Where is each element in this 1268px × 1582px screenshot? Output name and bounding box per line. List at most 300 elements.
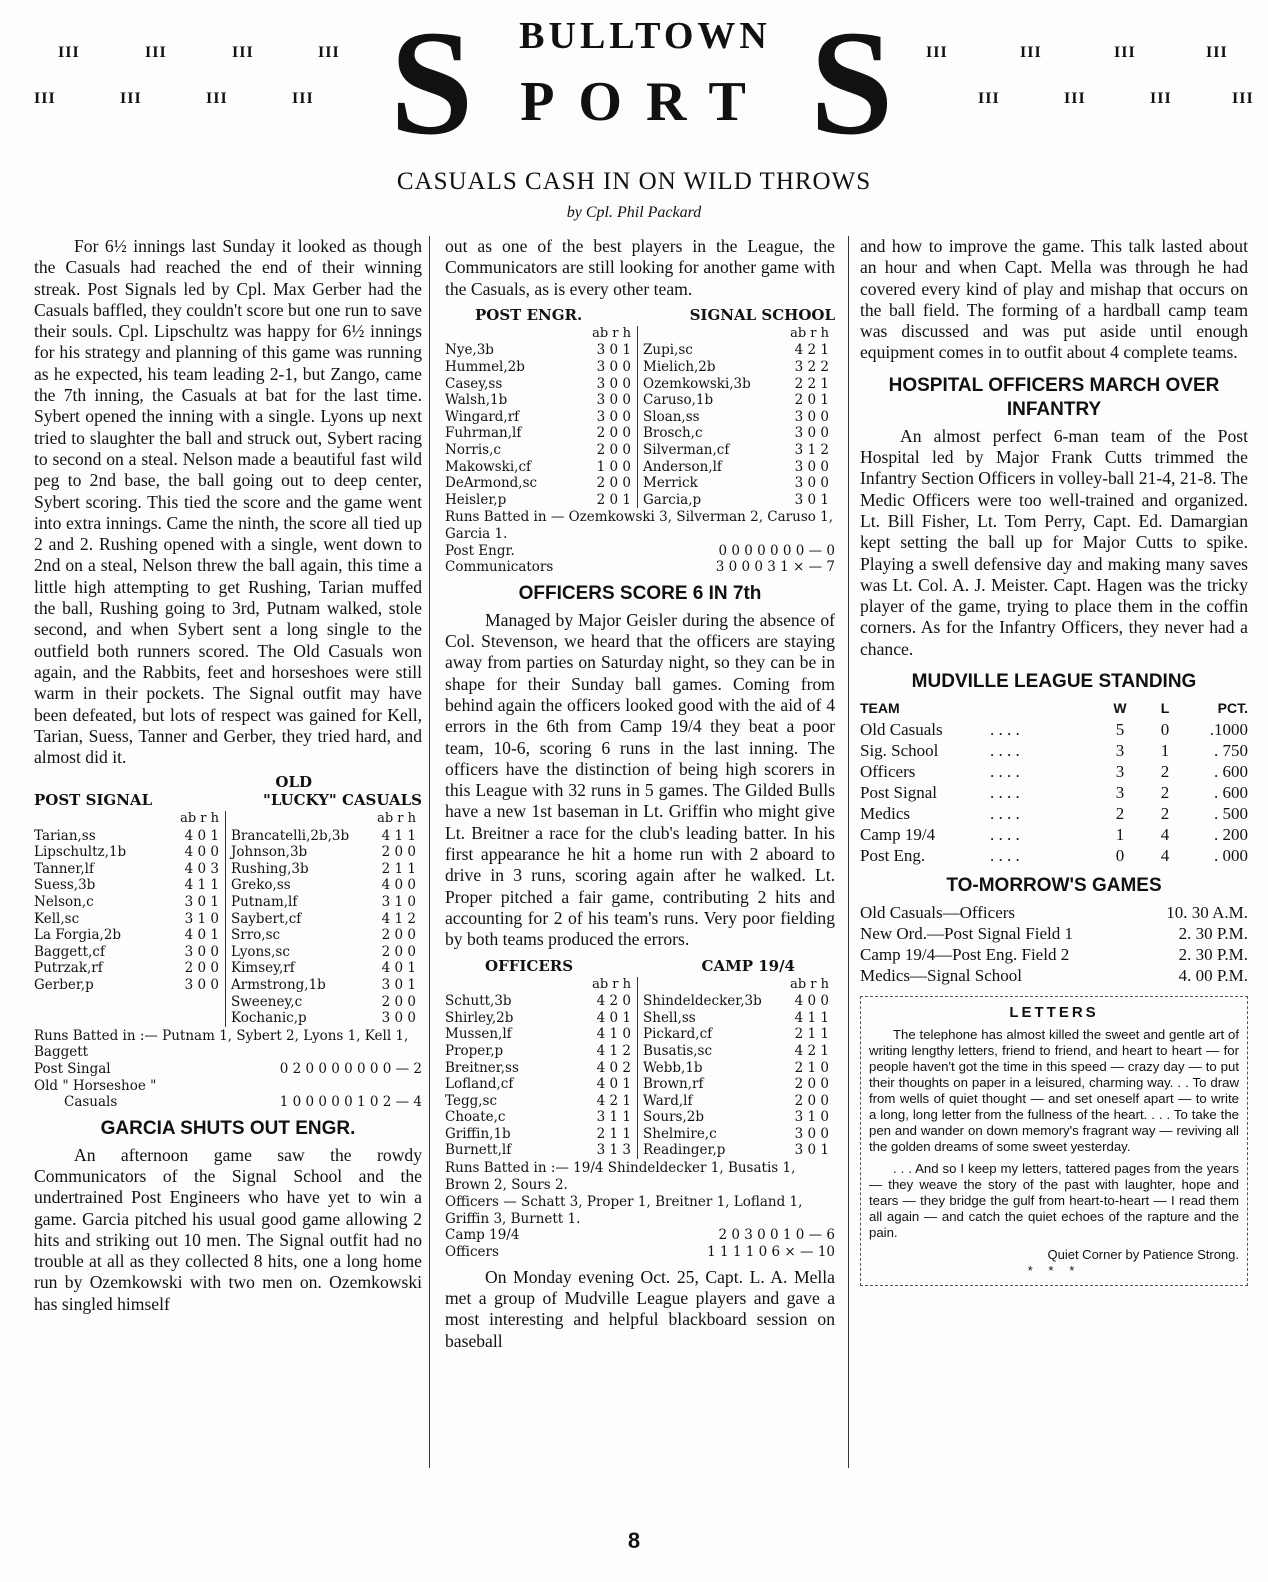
letters-stars: * * * [1027, 1263, 1081, 1279]
box-col-header: ab r h [180, 811, 219, 827]
player-name: Nelson,c [34, 893, 94, 910]
games-schedule [860, 902, 1248, 986]
column-1 [34, 236, 422, 1315]
player-name: Putnam,lf [231, 893, 298, 910]
player-stats: 4 1 1 [381, 827, 416, 844]
line-score-team: Camp 19/4 [445, 1227, 520, 1244]
box-player-row [643, 409, 835, 426]
masthead [0, 0, 1268, 166]
box-player-row [231, 944, 422, 961]
standing-dots: . . . . [990, 846, 1020, 866]
box-player-row [643, 376, 835, 393]
player-stats: 4 1 2 [596, 1042, 631, 1059]
box-player-row [445, 1126, 637, 1143]
standing-losses: 2 [1160, 804, 1170, 824]
standing-wins: 3 [1115, 783, 1125, 803]
player-stats: 2 0 0 [596, 442, 631, 459]
box-player-row [34, 960, 225, 977]
box-player-row [643, 1093, 835, 1110]
column-2 [445, 236, 835, 1352]
player-stats: 3 1 0 [381, 893, 416, 910]
player-stats: 3 0 1 [596, 342, 631, 359]
box-player-row [34, 828, 225, 845]
box-player-row [445, 409, 637, 426]
player-stats: 3 0 0 [596, 375, 631, 392]
tally-mark: III [145, 44, 167, 61]
standing-wins: 0 [1115, 846, 1125, 866]
player-stats: 4 0 0 [794, 993, 829, 1010]
box-col-header: ab r h [592, 325, 631, 341]
box-player-row [445, 1060, 637, 1077]
standing-pct: . 600 [1214, 762, 1248, 782]
player-name: Webb,1b [643, 1059, 703, 1076]
player-stats: 3 1 1 [596, 1109, 631, 1126]
column-rule [848, 236, 849, 1468]
game-time: 4. 00 P.M. [1178, 966, 1248, 986]
box-player-row [34, 894, 225, 911]
box-player-row [643, 993, 835, 1010]
player-stats: 2 0 0 [596, 425, 631, 442]
letters-box [860, 996, 1248, 1286]
player-stats: 3 0 0 [794, 1125, 829, 1142]
player-stats: 3 1 2 [794, 442, 829, 459]
article-garcia-body: An afternoon game saw the rowdy Communicators of the Signal School and the undertrained Post Engineers who have yet to win a game. Garcia pitched his usual good game allowing 2 hits and striking out 10 men. The Signal outfit had no trouble at all as they collected 8 hits, one a long home run by Ozemkowski with two men on. Ozemkowski has singled himself [34, 1144, 422, 1314]
player-stats: 2 1 1 [596, 1125, 631, 1142]
player-name: Readinger,p [643, 1142, 726, 1159]
player-stats: 2 0 0 [381, 927, 416, 944]
player-name: Schutt,3b [445, 993, 512, 1010]
line-score: 2 0 3 0 0 1 0 — 6 [718, 1227, 835, 1244]
box-player-row [445, 475, 637, 492]
box-player-row [643, 1109, 835, 1126]
player-name: Brosch,c [643, 425, 703, 442]
standing-pct: . 000 [1214, 846, 1248, 866]
player-name: Caruso,1b [643, 392, 714, 409]
standing-pct: . 750 [1214, 741, 1248, 761]
line-score: 0 2 0 0 0 0 0 0 0 — 2 [279, 1060, 422, 1077]
box-player-row [643, 392, 835, 409]
box-lineup-right [638, 326, 835, 509]
masthead-title-top: BULLTOWN [519, 15, 771, 57]
tally-mark: III [1232, 90, 1254, 107]
standing-team: Officers [860, 762, 916, 782]
player-name: Sweeney,c [231, 993, 303, 1010]
standing-pct: . 600 [1214, 783, 1248, 803]
box-player-row [445, 1076, 637, 1093]
player-name: Proper,p [445, 1042, 504, 1059]
game-matchup: Medics—Signal School [860, 966, 1022, 986]
line-score-team: Old " Horseshoe " [34, 1077, 157, 1094]
box-player-row [445, 376, 637, 393]
tally-mark: III [34, 90, 56, 107]
box-player-row [231, 877, 422, 894]
box-player-row [643, 1010, 835, 1027]
box-player-row [445, 425, 637, 442]
player-stats: 4 0 0 [184, 844, 219, 861]
player-stats: 4 2 1 [794, 1042, 829, 1059]
standing-table [860, 698, 1248, 866]
player-name: Sours,2b [643, 1109, 704, 1126]
player-stats: 4 1 1 [184, 877, 219, 894]
box-player-row [643, 425, 835, 442]
player-name: Nye,3b [445, 342, 494, 359]
box-team-label: OLD [275, 773, 312, 792]
box-col-header: ab r h [790, 325, 829, 341]
player-stats: 2 0 0 [184, 960, 219, 977]
article-garcia-continued: out as one of the best players in the League, the Communicators are still looking for another game with the Casuals, as is every other team. [445, 236, 835, 299]
standing-wins: 3 [1115, 762, 1125, 782]
tally-mark: III [206, 90, 228, 107]
box-player-row [231, 911, 422, 928]
player-name: Armstrong,1b [231, 976, 326, 993]
box-player-row [643, 359, 835, 376]
standing-header: PCT. [1217, 700, 1248, 717]
standing-dots: . . . . [990, 825, 1020, 845]
player-stats: 4 1 1 [794, 1009, 829, 1026]
player-name: Baggett,cf [34, 943, 105, 960]
standing-wins: 5 [1115, 720, 1125, 740]
player-stats: 4 0 3 [184, 860, 219, 877]
player-stats: 1 0 0 [596, 458, 631, 475]
player-name: Anderson,lf [643, 458, 722, 475]
player-stats: 2 0 0 [596, 475, 631, 492]
line-score-team: Casuals [64, 1094, 118, 1111]
player-stats: 2 0 0 [381, 844, 416, 861]
standing-team: Medics [860, 804, 911, 824]
tally-mark: III [978, 90, 1000, 107]
box-team-right: CAMP 19/4 [701, 956, 795, 975]
box-player-row [231, 828, 422, 845]
standing-header-row [860, 698, 1248, 719]
standing-team: Old Casuals [860, 720, 943, 740]
box-col-header: ab r h [592, 976, 631, 992]
player-stats: 4 1 2 [381, 910, 416, 927]
standing-pct: . 500 [1214, 804, 1248, 824]
player-name: Johnson,3b [231, 844, 308, 861]
masthead-title-middle: PORT [520, 71, 770, 133]
player-stats: 4 0 1 [596, 1076, 631, 1093]
tally-mark: III [1020, 44, 1042, 61]
player-name: Choate,c [445, 1109, 506, 1126]
standing-pct: .1000 [1209, 720, 1248, 740]
article-hospital-body: An almost perfect 6-man team of the Post Hospital led by Major Frank Cutts trimmed the Infantry Section Officers in volley-ball 21-4, 21-8. The Medic Officers were too well-trained and organized. Lt. Bill Fisher, Lt. Tom Perry, Capt. Ed. Damargian kept setting the ball up for Major Cutts to spike. Playing a swell defensive day and making many saves was Lt. Col. A. J. Meister. Capt. Hagen was the tricky player of the game, trying to place them in the coffin corners. As for the Infantry Officers, they never had a chance. [860, 425, 1248, 659]
headline-standing: MUDVILLE LEAGUE STANDING [911, 671, 1197, 693]
box-player-row [643, 1076, 835, 1093]
game-matchup: New Ord.—Post Signal Field 1 [860, 924, 1073, 944]
box-team-right: "LUCKY" CASUALS [263, 791, 422, 810]
player-stats: 3 0 1 [794, 491, 829, 508]
player-name: Kochanic,p [231, 1010, 307, 1027]
player-name: Mielich,2b [643, 359, 716, 376]
tally-mark: III [232, 44, 254, 61]
box-score-post-signal-casuals [34, 774, 422, 1110]
box-player-row [643, 1043, 835, 1060]
player-name: Brancatelli,2b,3b [231, 827, 350, 844]
player-name: Sloan,ss [643, 408, 700, 425]
player-name: Shindeldecker,3b [643, 993, 762, 1010]
game-row [860, 902, 1248, 923]
byline: by Cpl. Phil Packard [566, 204, 702, 221]
player-name: Tarian,ss [34, 827, 96, 844]
player-stats: 2 0 0 [381, 943, 416, 960]
letters-paragraph: . . . And so I keep my letters, tattered pages from the years — they weave the story of the past with laughter, hope and tears — they bridge the gulf from heart-to-heart — I read them all again — and catch the quiet echoes of the rapture and the pain. [869, 1161, 1239, 1241]
player-name: Busatis,sc [643, 1042, 713, 1059]
standing-header: TEAM [860, 700, 900, 717]
article-mella-body: On Monday evening Oct. 25, Capt. L. A. Mella met a group of Mudville League players and gave a most interesting and helpful blackboard session on baseball [445, 1266, 835, 1351]
standing-team: Camp 19/4 [860, 825, 936, 845]
masthead-big-s-left: S [390, 0, 474, 166]
player-name: Zupi,sc [643, 342, 693, 359]
player-stats: 2 2 1 [794, 375, 829, 392]
box-player-row [445, 1043, 637, 1060]
player-name: Brown,rf [643, 1076, 704, 1093]
player-stats: 3 0 1 [794, 1142, 829, 1159]
column-rule [429, 236, 430, 1468]
standing-wins: 2 [1115, 804, 1125, 824]
player-stats: 3 1 0 [184, 910, 219, 927]
line-score: 3 0 0 0 3 1 × — 7 [715, 559, 835, 576]
player-name: Tanner,lf [34, 860, 94, 877]
box-lineup-right [638, 977, 835, 1160]
player-name: Shirley,2b [445, 1009, 514, 1026]
player-stats: 3 0 0 [596, 359, 631, 376]
box-player-row [445, 459, 637, 476]
player-stats: 3 0 0 [794, 458, 829, 475]
player-stats: 3 0 1 [184, 893, 219, 910]
box-player-row [643, 475, 835, 492]
box-player-row [643, 342, 835, 359]
article-officers-body: Managed by Major Geisler during the absence of Col. Stevenson, we heard that the officers are staying away from parties on Saturday night, so they can be in shape for their Sunday ball games. Coming from behind again the officers looked good with the aid of 4 errors in the 6th from Camp 19/4 they beat a poor team, 10-6, scoring 6 runs in the last inning. The officers have the distinction of being high scorers in this League with 32 runs in 5 games. The Gilded Bulls have a new 1st baseman in Lt. Griffin who might give Lt. Breitner a race for the club's leading batter. In his first appearance he hit a home run with 2 aboard to drive in 3 runs, scoring again after he walked. Lt. Proper pitched a fair game, contributing 2 hits and accounting for 2 of his team's runs. Very poor fielding by both teams produced the errors. [445, 609, 835, 950]
player-stats: 3 2 2 [794, 359, 829, 376]
box-player-row [445, 1010, 637, 1027]
player-stats: 2 0 0 [381, 993, 416, 1010]
box-player-row [231, 960, 422, 977]
player-stats: 3 0 0 [381, 1010, 416, 1027]
article-mella-continued: and how to improve the game. This talk lasted about an hour and when Capt. Mella was through he had covered every kind of play and mishap that occurs on the ball field. The forming of a hardball camp team was discussed and was put aside until enough equipment comes in to outfit about 4 complete teams. [860, 236, 1248, 363]
player-name: Lofland,cf [445, 1076, 514, 1093]
player-name: Burnett,lf [445, 1142, 512, 1159]
box-player-row [231, 977, 422, 994]
player-name: Suess,3b [34, 877, 96, 894]
headline-hospital: HOSPITAL OFFICERS MARCH OVER INFANTRY [888, 374, 1220, 420]
player-stats: 3 0 0 [596, 408, 631, 425]
standing-dots: . . . . [990, 783, 1020, 803]
player-name: Merrick [643, 475, 698, 492]
standing-row [860, 803, 1248, 824]
player-stats: 2 0 0 [794, 1076, 829, 1093]
standing-team: Post Eng. [860, 846, 926, 866]
player-stats: 4 0 1 [184, 927, 219, 944]
box-rbi: Runs Batted in — Ozemkowski 3, Silverman 2, Caruso 1, Garcia 1. [445, 509, 834, 543]
box-lineup-left [34, 811, 226, 1027]
box-player-row [643, 442, 835, 459]
box-player-row [643, 1060, 835, 1077]
player-name: Saybert,cf [231, 910, 302, 927]
box-player-row [445, 342, 637, 359]
standing-row [860, 845, 1248, 866]
player-stats: 3 1 3 [596, 1142, 631, 1159]
player-stats: 2 1 0 [794, 1059, 829, 1076]
box-player-row [231, 844, 422, 861]
player-name: Silverman,cf [643, 442, 730, 459]
standing-dots: . . . . [990, 804, 1020, 824]
box-player-row [34, 977, 225, 994]
player-stats: 3 0 1 [381, 976, 416, 993]
player-name: Pickard,cf [643, 1026, 713, 1043]
player-stats: 3 0 0 [794, 408, 829, 425]
player-name: Gerber,p [34, 976, 94, 993]
box-player-row [445, 1093, 637, 1110]
page-number: 8 [627, 1528, 641, 1553]
player-name: Norris,c [445, 442, 501, 459]
standing-dots: . . . . [990, 720, 1020, 740]
player-name: Lyons,sc [231, 943, 290, 960]
article-casuals-body: For 6½ innings last Sunday it looked as though the Casuals had reached the end of their winning streak. Post Signals led by Cpl. Max Gerber had the Casuals baffled, they couldn't score but one run to save their souls. Cpl. Lipschultz was happy for 6½ innings for his strategy and planning of this game was running as he expected, his team leading 2-1, but Zango, came the 7th inning, the Casuals at bat for the last time. Sybert opened the inning with a single. Lyons up next tried to slaughter the ball and struck out, Sybert racing to second on a steal. Nelson made a beautiful fast wild peg to 2nd base, the ball going out to deep center, Sybert scoring. This tied the score and the game went into extra innings. Came the ninth, the score all tied up 2 and 2. Rushing opened with a single, went down to 2nd on a steal, Nelson threw the ball again, this time a little high attempting to get Rushing, Tarian muffed the ball, Rushing going to 3rd, Putnam walked, stole second, and when Sybert sent a long single to the outfield both runners scored. The Old Casuals won again, and the Rabbits, feet and horseshoes were still warm in their pockets. The Signal outfit may have been defeated, but lots of respect was gained for Kell, Tarian, Suess, Tanner and Gerber, they tried hard, and almost did it. [34, 236, 422, 768]
player-name: Makowski,cf [445, 458, 532, 475]
standing-row [860, 740, 1248, 761]
tally-mark: III [318, 44, 340, 61]
box-player-row [445, 359, 637, 376]
box-team-left: OFFICERS [485, 956, 574, 975]
box-player-row [231, 1010, 422, 1027]
box-player-row [643, 1126, 835, 1143]
headline-games: TO-MORROW'S GAMES [946, 875, 1162, 897]
tally-mark: III [1206, 44, 1228, 61]
box-player-row [445, 392, 637, 409]
letters-paragraph: The telephone has almost killed the sweet and gentle art of writing lengthy letters, friend to friend, and heart to heart — for people haven't got the time in this speed — crazy day — to put their thoughts on paper in a leisured, charming way. . . To draw from wells of quiet thought — and set oneself apart — to write a long, long letter from the fullness of the heart. . . . To take the pen and wander on down memory's fragrant way — reviving all the golden dreams of some sweet yesterday. [869, 1027, 1239, 1155]
box-lineup-left [445, 977, 638, 1160]
player-stats: 4 0 1 [596, 1009, 631, 1026]
masthead-big-s-right: S [810, 0, 894, 166]
player-stats: 3 0 0 [596, 392, 631, 409]
game-matchup: Camp 19/4—Post Eng. Field 2 [860, 945, 1070, 965]
tally-mark: III [292, 90, 314, 107]
player-name: Wingard,rf [445, 408, 520, 425]
player-name: Tegg,sc [445, 1092, 498, 1109]
tally-mark: III [58, 44, 80, 61]
player-stats: 4 0 1 [381, 960, 416, 977]
player-name: Srro,sc [231, 927, 281, 944]
player-name: Casey,ss [445, 375, 503, 392]
box-player-row [34, 911, 225, 928]
letters-title: LETTERS [1009, 1004, 1099, 1022]
player-stats: 2 0 1 [794, 392, 829, 409]
box-col-header: ab r h [377, 811, 416, 827]
standing-team: Post Signal [860, 783, 937, 803]
tally-mark: III [120, 90, 142, 107]
box-player-row [34, 844, 225, 861]
player-name: Kimsey,rf [231, 960, 295, 977]
player-stats: 2 1 1 [794, 1026, 829, 1043]
box-team-left: POST SIGNAL [34, 791, 153, 810]
player-stats: 4 0 2 [596, 1059, 631, 1076]
box-team-right: SIGNAL SCHOOL [689, 305, 835, 324]
box-player-row [445, 1026, 637, 1043]
player-stats: 4 0 0 [381, 877, 416, 894]
standing-header: L [1160, 700, 1170, 717]
standing-header: W [1113, 700, 1127, 717]
player-name: Rushing,3b [231, 860, 309, 877]
player-name: DeArmond,sc [445, 475, 538, 492]
box-rbi: Runs Batted in :— 19/4 Shindeldecker 1, Busatis 1, Brown 2, Sours 2. [445, 1160, 796, 1193]
box-rbi: Officers — Schatt 3, Proper 1, Breitner 1, Lofland 1, Griffin 3, Burnett 1. [445, 1194, 803, 1227]
box-lineup-left [445, 326, 638, 509]
standing-row [860, 719, 1248, 740]
player-name: Ward,lf [643, 1092, 693, 1109]
game-row [860, 923, 1248, 944]
standing-losses: 0 [1160, 720, 1170, 740]
tally-mark: III [926, 44, 948, 61]
game-time: 2. 30 P.M. [1178, 924, 1248, 944]
player-stats: 4 2 0 [596, 993, 631, 1010]
box-player-row [643, 492, 835, 509]
box-player-row [445, 1109, 637, 1126]
box-team-left: POST ENGR. [475, 305, 583, 324]
player-name: Greko,ss [231, 877, 291, 894]
letters-attribution: Quiet Corner by Patience Strong. [1047, 1247, 1239, 1263]
standing-row [860, 761, 1248, 782]
line-score: 1 0 0 0 0 0 1 0 2 — 4 [279, 1094, 422, 1111]
box-player-row [34, 877, 225, 894]
standing-losses: 4 [1160, 846, 1170, 866]
box-lineup-right [226, 811, 422, 1027]
player-stats: 2 1 1 [381, 860, 416, 877]
player-stats: 4 0 1 [184, 827, 219, 844]
player-name: Heisler,p [445, 491, 507, 508]
game-matchup: Old Casuals—Officers [860, 903, 1016, 923]
player-name: Griffin,1b [445, 1125, 511, 1142]
game-time: 2. 30 P.M. [1178, 945, 1248, 965]
player-stats: 4 2 1 [794, 342, 829, 359]
player-name: Shell,ss [643, 1009, 696, 1026]
box-player-row [445, 492, 637, 509]
box-score-officers-camp [445, 957, 835, 1261]
standing-wins: 3 [1115, 741, 1125, 761]
box-col-header: ab r h [790, 976, 829, 992]
player-stats: 4 2 1 [596, 1092, 631, 1109]
player-stats: 3 0 0 [794, 425, 829, 442]
box-player-row [231, 894, 422, 911]
headline-officers: OFFICERS SCORE 6 IN 7th [518, 582, 762, 604]
line-score: 1 1 1 1 0 6 × — 10 [707, 1244, 835, 1261]
standing-dots: . . . . [990, 762, 1020, 782]
player-name: Shelmire,c [643, 1125, 717, 1142]
player-name: Garcia,p [643, 491, 702, 508]
headline-garcia: GARCIA SHUTS OUT ENGR. [100, 1117, 356, 1139]
box-rbi: Runs Batted in :— Putnam 1, Sybert 2, Lyons 1, Kell 1, Baggett [34, 1027, 409, 1061]
player-stats: 3 0 0 [184, 943, 219, 960]
tally-mark: III [1064, 90, 1086, 107]
line-score-team: Post Engr. [445, 542, 515, 559]
line-score-team: Officers [445, 1244, 499, 1261]
player-stats: 4 1 0 [596, 1026, 631, 1043]
player-stats: 2 0 0 [794, 1092, 829, 1109]
player-stats: 2 0 1 [596, 491, 631, 508]
box-player-row [231, 861, 422, 878]
player-stats: 3 0 0 [184, 976, 219, 993]
standing-row [860, 824, 1248, 845]
player-name: Mussen,lf [445, 1026, 512, 1043]
box-player-row [231, 994, 422, 1011]
player-name: Hummel,2b [445, 359, 525, 376]
box-player-row [445, 1142, 637, 1159]
player-name: Breitner,ss [445, 1059, 519, 1076]
game-row [860, 965, 1248, 986]
standing-losses: 2 [1160, 783, 1170, 803]
player-name: Ozemkowski,3b [643, 375, 751, 392]
standing-dots: . . . . [990, 741, 1020, 761]
player-name: La Forgia,2b [34, 927, 122, 944]
